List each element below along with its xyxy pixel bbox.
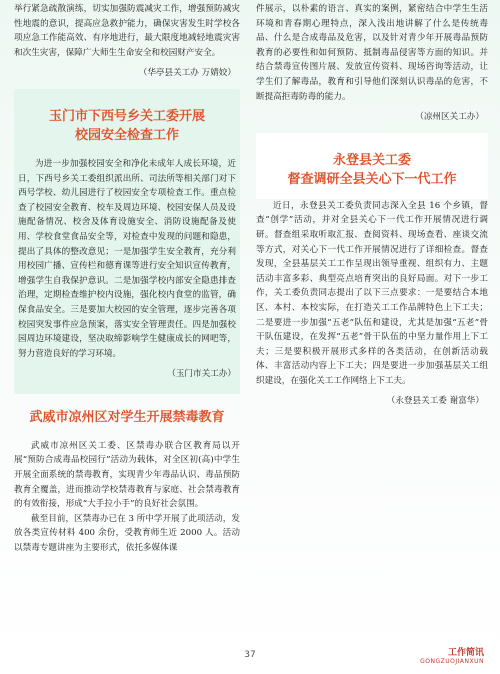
article-title: 武威市凉州区对学生开展禁毒教育 <box>29 409 225 425</box>
magazine-section-logo <box>420 645 484 665</box>
article-paragraph: 件展示，以朴素的语言、真实的案例，紧密结合中学生生活环境和青春期心理特点，深入浅出地讲解了什么是传统毒品、什么是合成毒品及危害，以及针对青少年开展毒品预防教育的必要性和如何预防、抵制毒品侵害等方面的知识。并结合禁毒宣传图片展、发放宣传资料、现场咨询等活动，让学生们了解毒品，教育和引导他们深刻认识毒品的危害，不断提高拒毒防毒的能力。 <box>256 4 488 102</box>
article-paragraph: 举行紧急疏散演练，切实加强防震减灾工作，增强预防减灾性地震的意识，提高应急救护能力，确保灾害发生时学校各项应急工作能高效、有序地进行，最大限度地减轻地震灾害和次生灾害，保障广大师生生命安全和校园财产安全。 <box>14 4 240 58</box>
section-name-cn: 工作简讯 <box>447 648 484 658</box>
page-number: 37 <box>244 650 256 660</box>
author-signature: （永登县关工委 谢富华） <box>386 396 484 407</box>
author-signature: （玉门市关工办） <box>167 369 236 380</box>
article-title-wrap <box>14 89 240 157</box>
article-block-yumen <box>14 89 240 394</box>
left-column <box>14 2 240 556</box>
article-paragraph: 为进一步加强校园安全和净化未成年人成长环境，近日，下西号乡关工委组织派出所、司法所等相关部门对下西号学校、幼儿园进行了校园安全专项检查工作。重点检查了校园安全教育、校车及周边环境、校园安保人员及设施配备情况、校舍及体育设施安全、消防设施配备及使用、学校食堂食品安全等，对检查中发现的问题和隐患，提出了具体的整改意见；一是加强学生安全教育，充分利用校园广播、宣传栏和德育课等进行安全知识宣传教育，增强学生自我保护意识。二是加强学校内部安全隐患排查治理，定期检查维护校内设施，强化校内食堂的监管，确保食品安全。三是要加大校园的安全管理，逐步完善各项校园突发事件应急预案，落实安全管理责任。四是加强校园周边环境建设，坚决取缔影响学生健康成长的网吧等，努力营造良好的学习环境。 <box>18 158 236 359</box>
article-paragraph: 截至目前，区禁毒办已在 3 所中学开展了此项活动，发放各类宣传材料 400 余份，受教育师生近 2000 人。活动以禁毒专题讲座为主要形式，依托多媒体课 <box>14 513 240 554</box>
article-title-wrap <box>14 394 240 439</box>
article-paragraph: 近日，永登县关工委负责同志深入全县 16 个乡镇，督查“创学”活动，并对全县关心下一代工作开展情况进行调研。督查组采取听取汇报、查阅资料、现场查看、座谈交流等方式，对关心下一代工作开展情况进行了详细检查。督查发现，全县基层关工工作呈现出领导重视、组织有力、主题活动丰富多彩、典型亮点培育突出的良好局面。对下一步工作，关工委负责同志提出了以下三点要求：一是要结合本地区、本村、本校实际，在打造关工工作品牌特色上下工夫；二是要进一步加强“五老”队伍和建设，尤其是加强“五老”骨干队伍建设，在发挥“五老”骨干队伍的中坚力量作用上下工夫；三是要积极开展形式多样的各类活动，在创新活动载体、丰富活动内容上下工夫；四是要进一步加强基层关工组织建设，在强化关工工作网络上下工夫。 <box>256 200 488 386</box>
article-title: 永登县关工委 督查调研全县关心下一代工作 <box>287 152 457 187</box>
article-title: 玉门市下西号乡关工委开展 校园安全检查工作 <box>48 108 205 143</box>
right-column <box>256 2 488 417</box>
author-signature: （凉州区关工办） <box>415 112 484 123</box>
article-paragraph: 武威市凉州区关工委、区禁毒办联合区教育局以开展“预防合成毒品校园行”活动为载体，对全区初(高)中学生开展全面系统的禁毒教育，实现青少年毒品认识、毒品预防教育全覆盖，进而推动学校禁毒教育与家庭、社会禁毒教育的有效衔接，形成“大手拉小手”的良好社会氛围。 <box>14 440 240 510</box>
section-name-en: GONGZUOJIANXUN <box>420 658 484 665</box>
article-title-wrap <box>256 133 488 199</box>
author-signature: （华亭县关工办 万婧姣） <box>138 68 236 79</box>
